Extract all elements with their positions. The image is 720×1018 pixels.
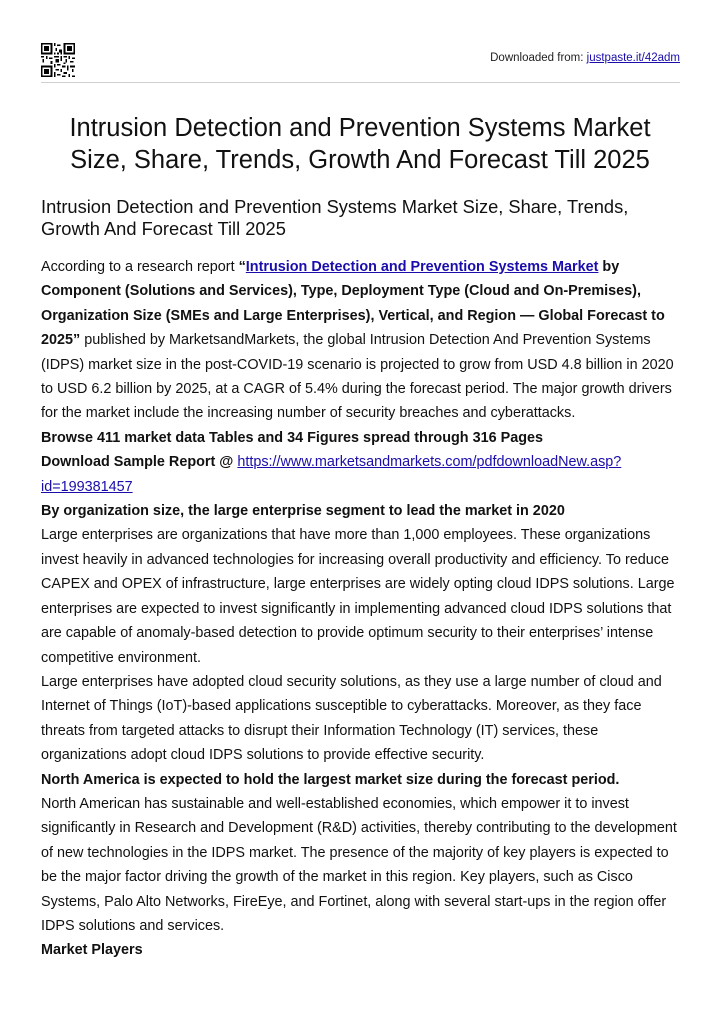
page-header [41, 43, 680, 81]
section-heading-north-america [41, 768, 680, 792]
download-source [490, 52, 680, 64]
intro-lead: According to a research report [41, 259, 239, 275]
section-heading-organization-size [41, 499, 680, 523]
header-divider [41, 82, 680, 83]
section2-heading-text: North America is expected to hold the largest market size during the forecast period. [41, 771, 620, 788]
browse-line-text: Browse 411 market data Tables and 34 Figures spread through 316 Pages [41, 429, 543, 446]
report-link[interactable]: Intrusion Detection and Prevention Systems Market [245, 259, 599, 275]
sample-report-link[interactable]: https://www.marketsandmarkets.com/pdfdownloadNew.asp?id=199381457 [41, 454, 622, 495]
document-title: Intrusion Detection and Prevention Systems Market Size, Share, Trends, Growth And Forecast Till 2025 [69, 114, 651, 174]
section3-heading-text: Market Players [41, 942, 143, 959]
document-subtitle: Intrusion Detection and Prevention Systems Market Size, Share, Trends, Growth And Forecast Till 2025 [41, 196, 629, 239]
report-title-rest: by Component (Solutions and Services), Type, Deployment Type (Cloud and On-Premises), Organization Size (SMEs and Large Enterprises), Vertical, and Region — Global Forecast to 2025” [41, 259, 665, 349]
sample-report-label: Download Sample Report @ [41, 454, 238, 471]
downloaded-from-label: Downloaded from: [490, 52, 584, 64]
section1-heading-text: By organization size, the large enterprise segment to lead the market in 2020 [41, 503, 565, 520]
section-heading-market-players [41, 938, 680, 962]
intro-rest: published by MarketsandMarkets, the global Intrusion Detection And Prevention Systems (IDPS) market size in the post-COVID-19 scenario is projected to grow from USD 4.8 billion in 2020 to USD 6.2 billion by 2025, at a CAGR of 5.4% during the forecast period. The major growth drivers for the market include the increasing number of security breaches and cyberattacks. [41, 332, 674, 422]
qr-code-icon [41, 43, 75, 77]
source-link[interactable]: justpaste.it/42adm [586, 52, 680, 64]
paragraph-large-enterprises: Large enterprises are organizations that have more than 1,000 employees. These organizations invest heavily in advanced technologies for increasing overall productivity and efficiency. To reduce CAPEX and OPEX of infrastructure, large enterprises are widely opting cloud IDPS solutions. Large enterprises are expected to invest significantly in implementing advanced cloud IDPS solutions that are capable of anomaly-based detection to provide optimum security to their enterprises’ intense competitive environment. [41, 527, 675, 666]
sample-report-line [41, 450, 680, 499]
document-body [41, 255, 680, 963]
browse-line [41, 426, 680, 450]
intro-paragraph [41, 255, 680, 426]
paragraph-north-america: North American has sustainable and well-established economies, which empower it to invest significantly in Research and Development (R&D) activities, thereby contributing to the development of new technologies in the IDPS market. The presence of the majority of key players is expected to be the major factor driving the growth of the market in this region. Key players, such as Cisco Systems, Palo Alto Networks, FireEye, and Fortinet, along with several start-ups in the region offer IDPS solutions and services. [41, 795, 677, 934]
paragraph-cloud-security: Large enterprises have adopted cloud security solutions, as they use a large number of cloud and Internet of Things (IoT)-based applications susceptible to cyberattacks. Moreover, as they face threats from targeted attacks to disrupt their Information Technology (IT) services, these organizations adopt cloud IDPS solutions to provide effective security. [41, 673, 662, 764]
open-quote: “ [238, 259, 246, 275]
